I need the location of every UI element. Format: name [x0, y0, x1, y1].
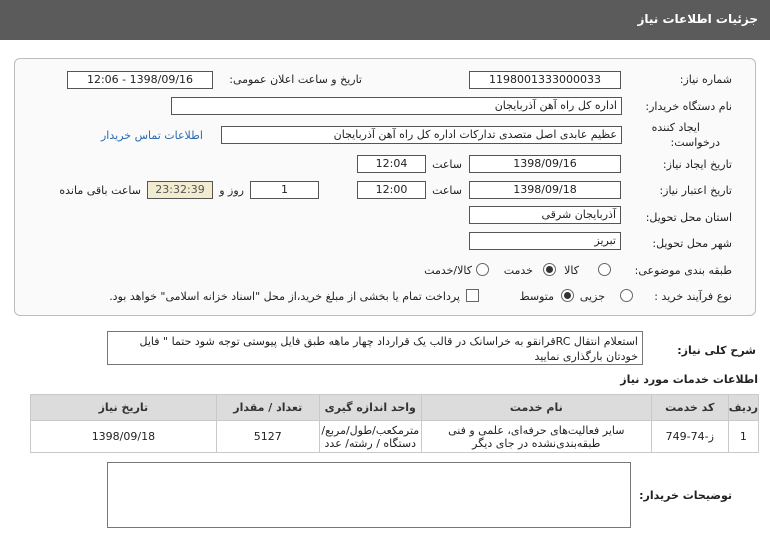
create-time-label: ساعت [432, 158, 462, 171]
services-table [30, 394, 759, 453]
title-bar [0, 0, 770, 40]
city-field: تبریز [469, 232, 621, 250]
buyer-contact-link[interactable]: اطلاعات تماس خریدار [101, 129, 203, 142]
category-label: طبقه بندی موضوعی: [634, 264, 732, 277]
cell-date: 1398/09/18 [31, 421, 217, 453]
days-field: 1 [250, 181, 319, 199]
creator-label-1: ایجاد کننده [651, 121, 700, 134]
buyer-field: اداره کل راه آهن آذربایجان [171, 97, 622, 115]
col-qty: تعداد / مقدار [216, 395, 319, 421]
col-name: نام خدمت [421, 395, 651, 421]
cell-code: ز-74-749 [651, 421, 728, 453]
need-number-field: 1198001333000033 [469, 71, 621, 89]
category-goods-radio[interactable] [598, 263, 611, 276]
category-service-label: خدمت [503, 264, 533, 277]
announce-label: تاریخ و ساعت اعلان عمومی: [229, 73, 362, 86]
create-date-label: تاریخ ایجاد نیاز: [662, 158, 732, 171]
creator-field: عظیم عابدی اصل متصدی تدارکات اداره کل راه آهن آذربایجان [221, 126, 622, 144]
validity-date-field: 1398/09/18 [469, 181, 621, 199]
days-label: روز و [219, 184, 244, 197]
cell-qty: 5127 [216, 421, 319, 453]
buyer-notes-label: توضیحات خریدار: [639, 489, 732, 502]
category-service-radio[interactable] [543, 263, 556, 276]
services-title: اطلاعات خدمات مورد نیاز [620, 373, 758, 386]
page-title: جزئیات اطلاعات نیاز [637, 12, 758, 26]
cell-index: 1 [728, 421, 758, 453]
cell-name: سایر فعالیت‌های حرفه‌ای، علمی و فنی طبقه‌بندی‌نشده در جای دیگر [421, 421, 651, 453]
create-time-field: 12:04 [357, 155, 426, 173]
col-code: کد خدمت [651, 395, 728, 421]
creator-label-2: درخواست: [670, 136, 720, 149]
process-minor-label: جزیی [579, 290, 605, 303]
announce-field: 1398/09/16 - 12:06 [67, 71, 213, 89]
province-label: استان محل تحویل: [645, 211, 732, 224]
treasury-payment-checkbox[interactable] [466, 289, 479, 302]
col-index: ردیف [728, 395, 758, 421]
category-goods-label: کالا [564, 264, 579, 277]
col-date: تاریخ نیاز [31, 395, 217, 421]
process-minor-radio[interactable] [620, 289, 633, 302]
process-label: نوع فرآیند خرید : [654, 290, 732, 303]
buyer-notes-box [107, 462, 631, 528]
process-medium-radio[interactable] [561, 289, 574, 302]
remaining-time-field: 23:32:39 [147, 181, 213, 199]
description-box: استعلام انتقال RCقرانقو به خراسانک در قالب یک قرارداد چهار ماهه طبق فایل پیوستی توجه شود حتما " فایل خودتان بارگذاری نمایید [107, 331, 643, 365]
description-label: شرح کلی نیاز: [677, 344, 756, 357]
remaining-label: ساعت باقی مانده [59, 184, 141, 197]
validity-label: تاریخ اعتبار نیاز: [659, 184, 732, 197]
table-row [31, 421, 759, 453]
category-goods-service-radio[interactable] [476, 263, 489, 276]
services-header-row [31, 395, 759, 421]
validity-time-label: ساعت [432, 184, 462, 197]
create-date-field: 1398/09/16 [469, 155, 621, 173]
city-label: شهر محل تحویل: [652, 237, 732, 250]
category-goods-service-label: کالا/خدمت [424, 264, 472, 277]
treasury-payment-note: پرداخت تمام یا بخشی از مبلغ خرید،از محل "اسناد خزانه اسلامی" خواهد بود. [109, 290, 460, 303]
buyer-label: نام دستگاه خریدار: [645, 100, 732, 113]
cell-unit: مترمکعب/طول/مربع/دستگاه / رشته/ عدد [319, 421, 421, 453]
validity-time-field: 12:00 [357, 181, 426, 199]
col-unit: واحد اندازه گیری [319, 395, 421, 421]
need-number-label: شماره نیاز: [679, 73, 732, 86]
process-medium-label: متوسط [519, 290, 554, 303]
province-field: آذربایجان شرقی [469, 206, 621, 224]
